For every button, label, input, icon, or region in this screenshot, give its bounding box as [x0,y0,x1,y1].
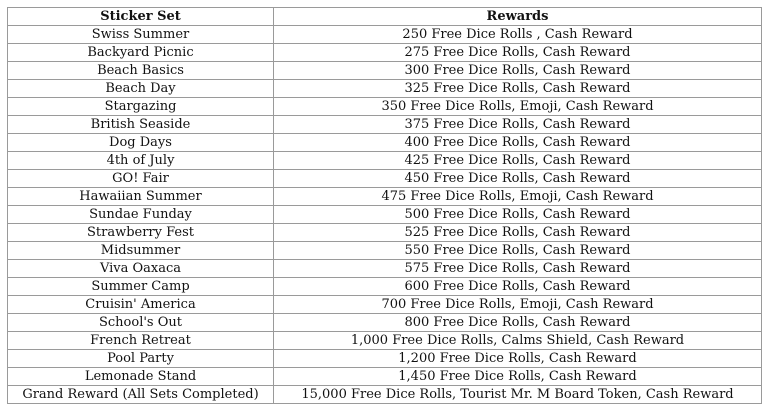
rewards-cell: 400 Free Dice Rolls, Cash Reward [274,134,762,152]
table-row [8,386,762,404]
table-row [8,134,762,152]
table-header-row [8,8,762,26]
sticker-set-cell: Cruisin' America [8,296,274,314]
sticker-set-cell: Viva Oaxaca [8,260,274,278]
sticker-set-cell: Backyard Picnic [8,44,274,62]
rewards-cell: 450 Free Dice Rolls, Cash Reward [274,170,762,188]
table-row [8,278,762,296]
sticker-set-cell: Dog Days [8,134,274,152]
rewards-cell: 250 Free Dice Rolls , Cash Reward [274,26,762,44]
rewards-cell: 325 Free Dice Rolls, Cash Reward [274,80,762,98]
table-row [8,260,762,278]
table-row [8,206,762,224]
rewards-cell: 525 Free Dice Rolls, Cash Reward [274,224,762,242]
rewards-cell: 425 Free Dice Rolls, Cash Reward [274,152,762,170]
sticker-set-cell: Beach Day [8,80,274,98]
table-row [8,62,762,80]
sticker-set-cell: Grand Reward (All Sets Completed) [8,386,274,404]
sticker-set-cell: Swiss Summer [8,26,274,44]
sticker-set-cell: Stargazing [8,98,274,116]
rewards-cell: 600 Free Dice Rolls, Cash Reward [274,278,762,296]
rewards-cell: 300 Free Dice Rolls, Cash Reward [274,62,762,80]
rewards-cell: 1,200 Free Dice Rolls, Cash Reward [274,350,762,368]
table-row [8,350,762,368]
table-row [8,170,762,188]
rewards-table [7,7,762,404]
table-row [8,98,762,116]
sticker-set-cell: Hawaiian Summer [8,188,274,206]
table-row [8,314,762,332]
rewards-cell: 1,450 Free Dice Rolls, Cash Reward [274,368,762,386]
sticker-set-cell: Beach Basics [8,62,274,80]
rewards-cell: 575 Free Dice Rolls, Cash Reward [274,260,762,278]
header-sticker-set: Sticker Set [8,8,274,26]
rewards-cell: 1,000 Free Dice Rolls, Calms Shield, Cash Reward [274,332,762,350]
sticker-set-cell: Lemonade Stand [8,368,274,386]
sticker-set-cell: GO! Fair [8,170,274,188]
table-row [8,368,762,386]
table-body [8,26,762,404]
table-row [8,242,762,260]
header-rewards: Rewards [274,8,762,26]
rewards-cell: 15,000 Free Dice Rolls, Tourist Mr. M Board Token, Cash Reward [274,386,762,404]
table-row [8,296,762,314]
sticker-set-cell: British Seaside [8,116,274,134]
table-row [8,26,762,44]
table-row [8,116,762,134]
sticker-set-cell: Strawberry Fest [8,224,274,242]
table-row [8,80,762,98]
table-row [8,188,762,206]
rewards-cell: 375 Free Dice Rolls, Cash Reward [274,116,762,134]
rewards-cell: 700 Free Dice Rolls, Emoji, Cash Reward [274,296,762,314]
table-row [8,332,762,350]
rewards-cell: 475 Free Dice Rolls, Emoji, Cash Reward [274,188,762,206]
sticker-set-cell: French Retreat [8,332,274,350]
table-row [8,44,762,62]
sticker-set-cell: Summer Camp [8,278,274,296]
rewards-cell: 800 Free Dice Rolls, Cash Reward [274,314,762,332]
rewards-cell: 550 Free Dice Rolls, Cash Reward [274,242,762,260]
rewards-cell: 350 Free Dice Rolls, Emoji, Cash Reward [274,98,762,116]
sticker-set-cell: Pool Party [8,350,274,368]
rewards-table-container [7,7,761,404]
sticker-set-cell: Sundae Funday [8,206,274,224]
rewards-cell: 275 Free Dice Rolls, Cash Reward [274,44,762,62]
sticker-set-cell: School's Out [8,314,274,332]
table-row [8,224,762,242]
sticker-set-cell: 4th of July [8,152,274,170]
table-row [8,152,762,170]
rewards-cell: 500 Free Dice Rolls, Cash Reward [274,206,762,224]
sticker-set-cell: Midsummer [8,242,274,260]
